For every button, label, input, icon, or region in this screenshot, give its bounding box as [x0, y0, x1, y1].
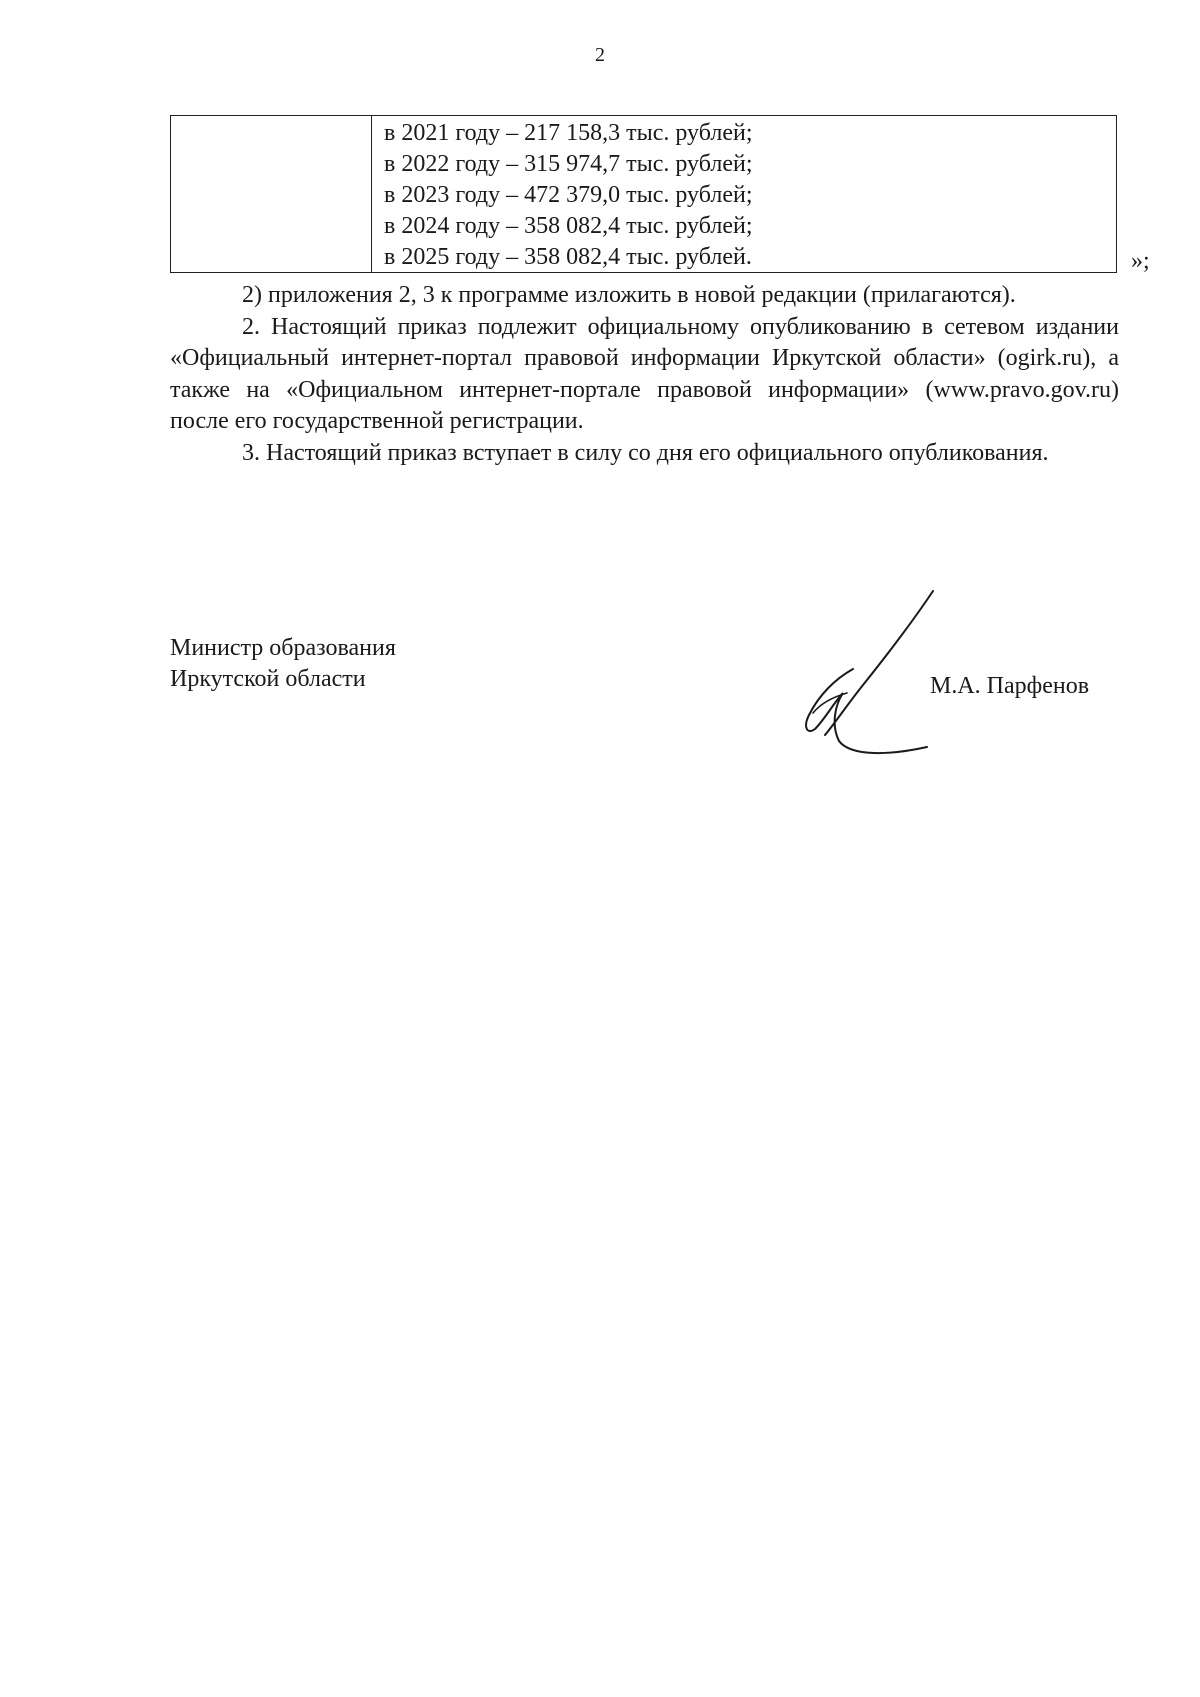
handwritten-signature	[795, 585, 945, 760]
funding-table-empty-cell	[171, 116, 372, 272]
closing-quote-mark: »;	[1131, 248, 1150, 274]
funding-row-2023: в 2023 году – 472 379,0 тыс. рублей;	[384, 182, 753, 208]
funding-row-2024: в 2024 году – 358 082,4 тыс. рублей;	[384, 213, 753, 239]
paragraph-appendices: 2) приложения 2, 3 к программе изложить в новой редакции (прилагаются).	[242, 282, 1016, 308]
funding-row-2021: в 2021 году – 217 158,3 тыс. рублей;	[384, 120, 753, 146]
signatory-title-line-2: Иркутской области	[170, 666, 366, 692]
funding-table-values-cell	[372, 116, 1116, 272]
signer-name: М.А. Парфенов	[930, 673, 1090, 699]
funding-table	[170, 115, 1117, 273]
funding-row-2025: в 2025 году – 358 082,4 тыс. рублей.	[384, 244, 752, 270]
signatory-title	[170, 633, 396, 695]
page-number: 2	[595, 44, 605, 66]
funding-row-2022: в 2022 году – 315 974,7 тыс. рублей;	[384, 151, 753, 177]
paragraph-publication: 2. Настоящий приказ подлежит официальному опубликованию в сетевом издании «Официальный интернет-портал правовой информации Иркутской области» (ogirk.ru), а также на «Официальном интернет-портале правовой информации» (www.pravo.gov.ru) после его государственной регистрации.	[170, 313, 1119, 434]
signatory-title-line-1: Министр образования	[170, 635, 396, 661]
document-body	[170, 280, 1119, 469]
paragraph-effective-date: 3. Настоящий приказ вступает в силу со дня его официального опубликования.	[242, 439, 1049, 466]
